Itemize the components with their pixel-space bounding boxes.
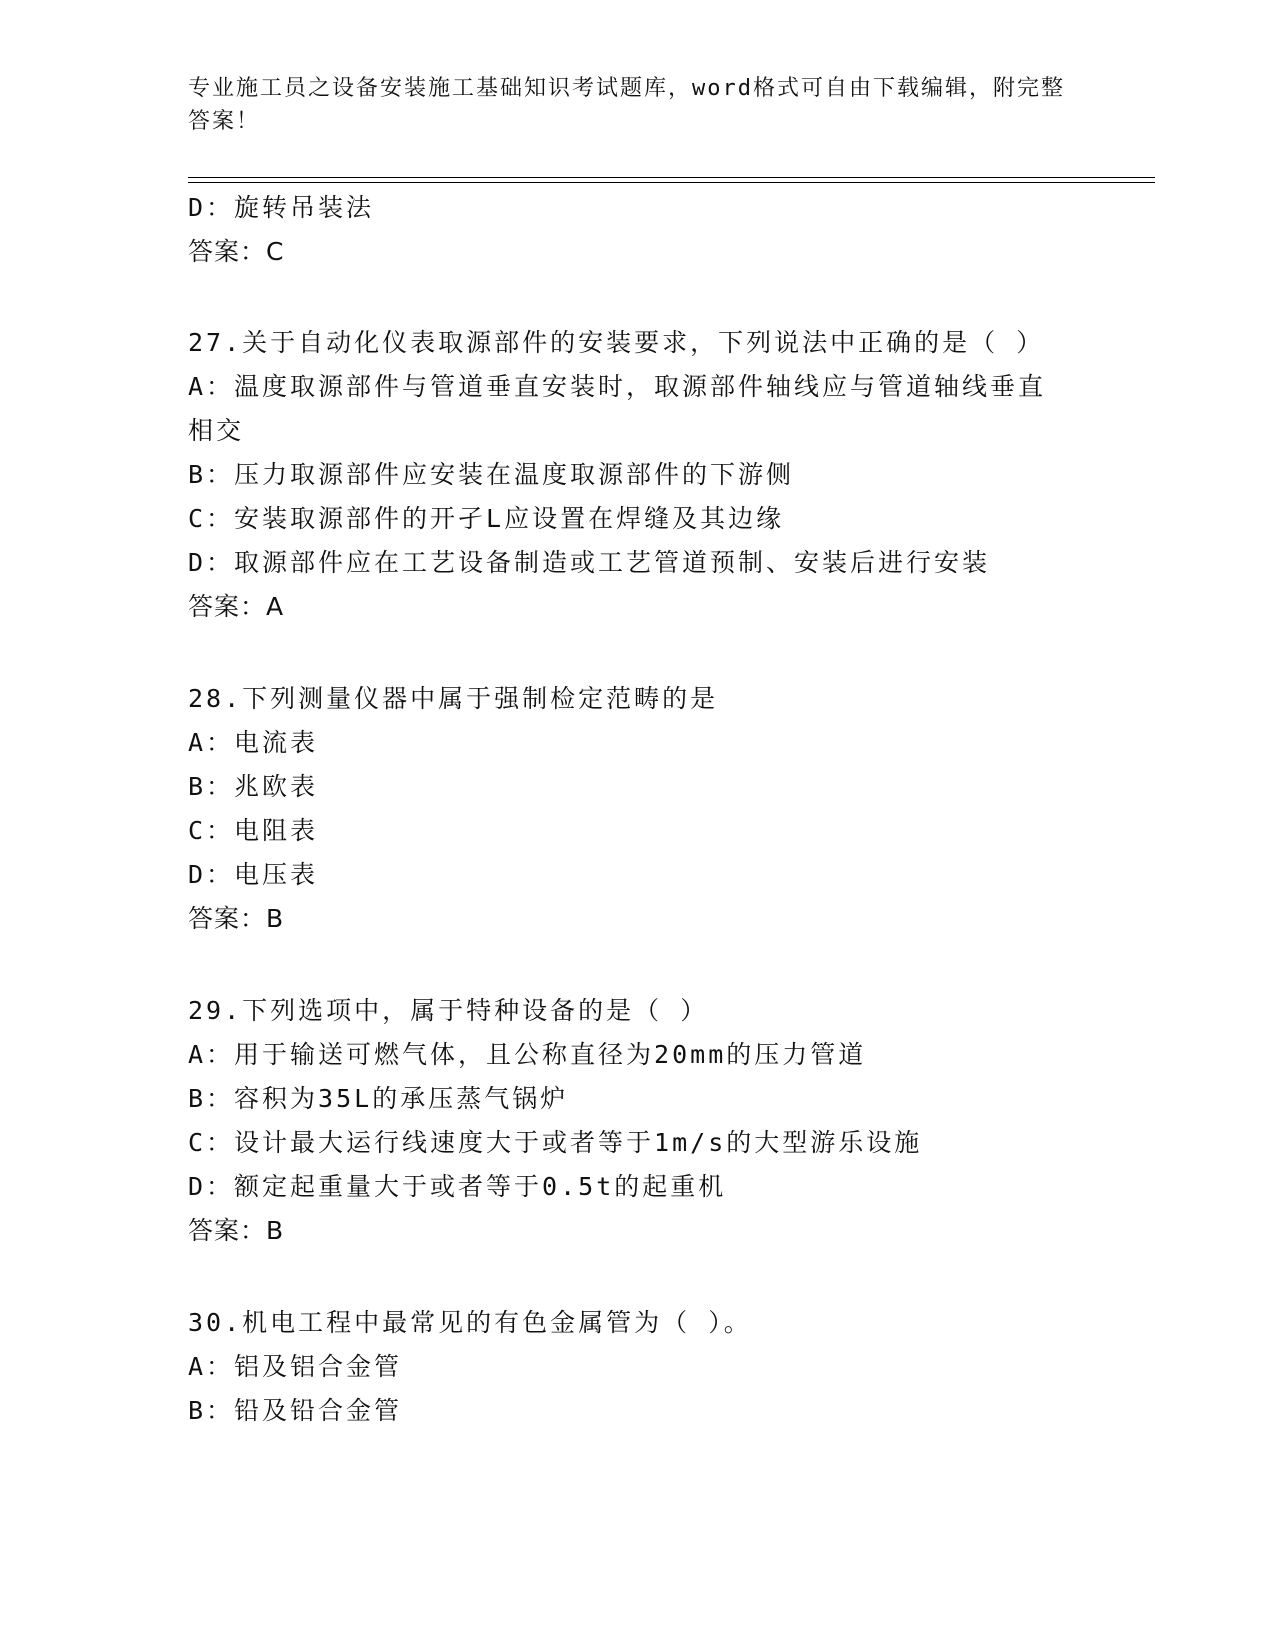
- header-rule-bottom: [188, 182, 1155, 183]
- q30-option-b: B：铅及铅合金管: [188, 1396, 403, 1425]
- q28-answer: 答案：B: [188, 904, 285, 933]
- prev-option-d: D：旋转吊装法: [188, 193, 375, 222]
- q27-option-a: A：温度取源部件与管道垂直安装时，取源部件轴线应与管道轴线垂直: [188, 372, 1047, 401]
- q27-stem: 27.关于自动化仪表取源部件的安装要求，下列说法中正确的是（ ）: [188, 328, 1045, 357]
- q28-option-a: A：电流表: [188, 728, 319, 757]
- q29-option-b: B：容积为35L的承压蒸气锅炉: [188, 1084, 569, 1113]
- q27-answer: 答案：A: [188, 592, 285, 621]
- q28-option-c: C：电阻表: [188, 816, 319, 845]
- q29-option-a: A：用于输送可燃气体，且公称直径为20mm的压力管道: [188, 1040, 867, 1069]
- prev-answer: 答案：C: [188, 237, 285, 266]
- document-header: 专业施工员之设备安装施工基础知识考试题库，word格式可自由下载编辑，附完整答案！: [188, 76, 1065, 134]
- q27-option-a-cont: 相交: [188, 416, 245, 445]
- q28-option-d: D：电压表: [188, 860, 319, 889]
- q29-option-c: C：设计最大运行线速度大于或者等于1m/s的大型游乐设施: [188, 1128, 923, 1157]
- q29-answer: 答案：B: [188, 1216, 285, 1245]
- q27-option-d: D：取源部件应在工艺设备制造或工艺管道预制、安装后进行安装: [188, 548, 991, 577]
- q27-option-b: B：压力取源部件应安装在温度取源部件的下游侧: [188, 460, 795, 489]
- q30-stem: 30.机电工程中最常见的有色金属管为（ ）。: [188, 1308, 752, 1337]
- q30-option-a: A：铝及铝合金管: [188, 1352, 403, 1381]
- q28-option-b: B：兆欧表: [188, 772, 319, 801]
- q29-option-d: D：额定起重量大于或者等于0.5t的起重机: [188, 1172, 727, 1201]
- q27-option-c: C：安装取源部件的开孑L应设置在焊缝及其边缘: [188, 504, 785, 533]
- q29-stem: 29.下列选项中，属于特种设备的是（ ）: [188, 996, 709, 1025]
- q28-stem: 28.下列测量仪器中属于强制检定范畴的是: [188, 684, 719, 713]
- header-rule-top: [188, 177, 1155, 178]
